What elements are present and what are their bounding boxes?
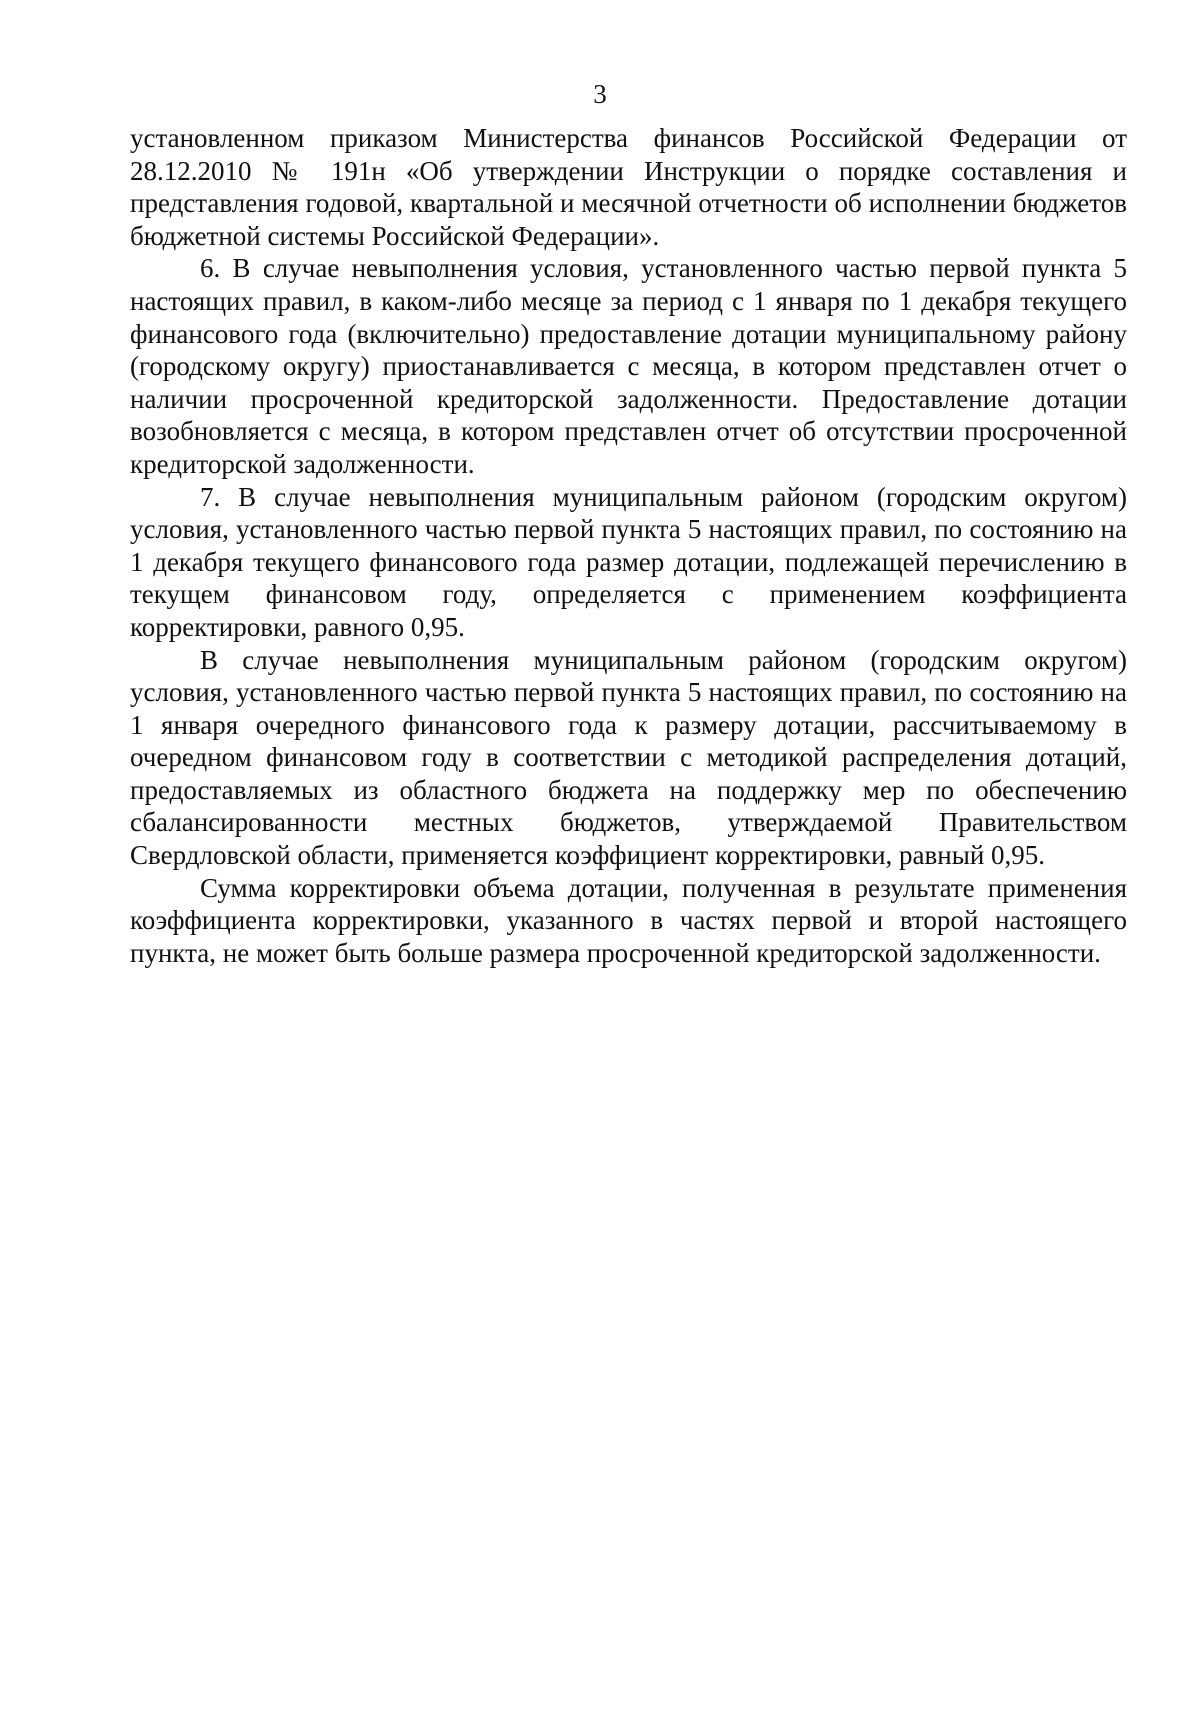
- page-number: 3: [593, 79, 607, 109]
- paragraph-continuation: установленном приказом Министерства финансов Российской Федерации от 28.12.2010 № 191н «Об утверждении Инструкции о порядке составления и представления годовой, квартальной и месячной отчетности об исполнении бюджетов бюджетной системы Российской Федерации».: [130, 123, 1127, 251]
- paragraph-item-7: 7. В случае невыполнения муниципальным районом (городским округом) условия, установленного частью первой пункта 5 настоящих правил, по состоянию на 1 декабря текущего финансового года размер дотации, подлежащей перечислению в текущем финансовом году, определяется с применением коэффициента корректировки, равного 0,95.: [130, 481, 1127, 642]
- document-body: [130, 122, 1127, 969]
- paragraph-item-7-part-3: Сумма корректировки объема дотации, полученная в результате применения коэффициента корректировки, указанного в частях первой и второй настоящего пункта, не может быть больше размера просроченной кредиторской задолженности.: [130, 872, 1127, 968]
- paragraph-item-6: 6. В случае невыполнения условия, установленного частью первой пункта 5 настоящих правил, в каком-либо месяце за период с 1 января по 1 декабря текущего финансового года (включительно) предоставление дотации муниципальному району (городскому округу) приостанавливается с месяца, в котором представлен отчет о наличии просроченной кредиторской задолженности. Предоставление дотации возобновляется с месяца, в котором представлен отчет об отсутствии просроченной кредиторской задолженности.: [130, 253, 1127, 479]
- paragraph-item-7-part-2: В случае невыполнения муниципальным районом (городским округом) условия, установленного частью первой пункта 5 настоящих правил, по состоянию на 1 января очередного финансового года к размеру дотации, рассчитываемому в очередном финансовом году в соответствии с методикой распределения дотаций, предоставляемых из областного бюджета на поддержку мер по обеспечению сбалансированности местных бюджетов, утверждаемой Правительством Свердловской области, применяется коэффициент корректировки, равный 0,95.: [130, 644, 1127, 871]
